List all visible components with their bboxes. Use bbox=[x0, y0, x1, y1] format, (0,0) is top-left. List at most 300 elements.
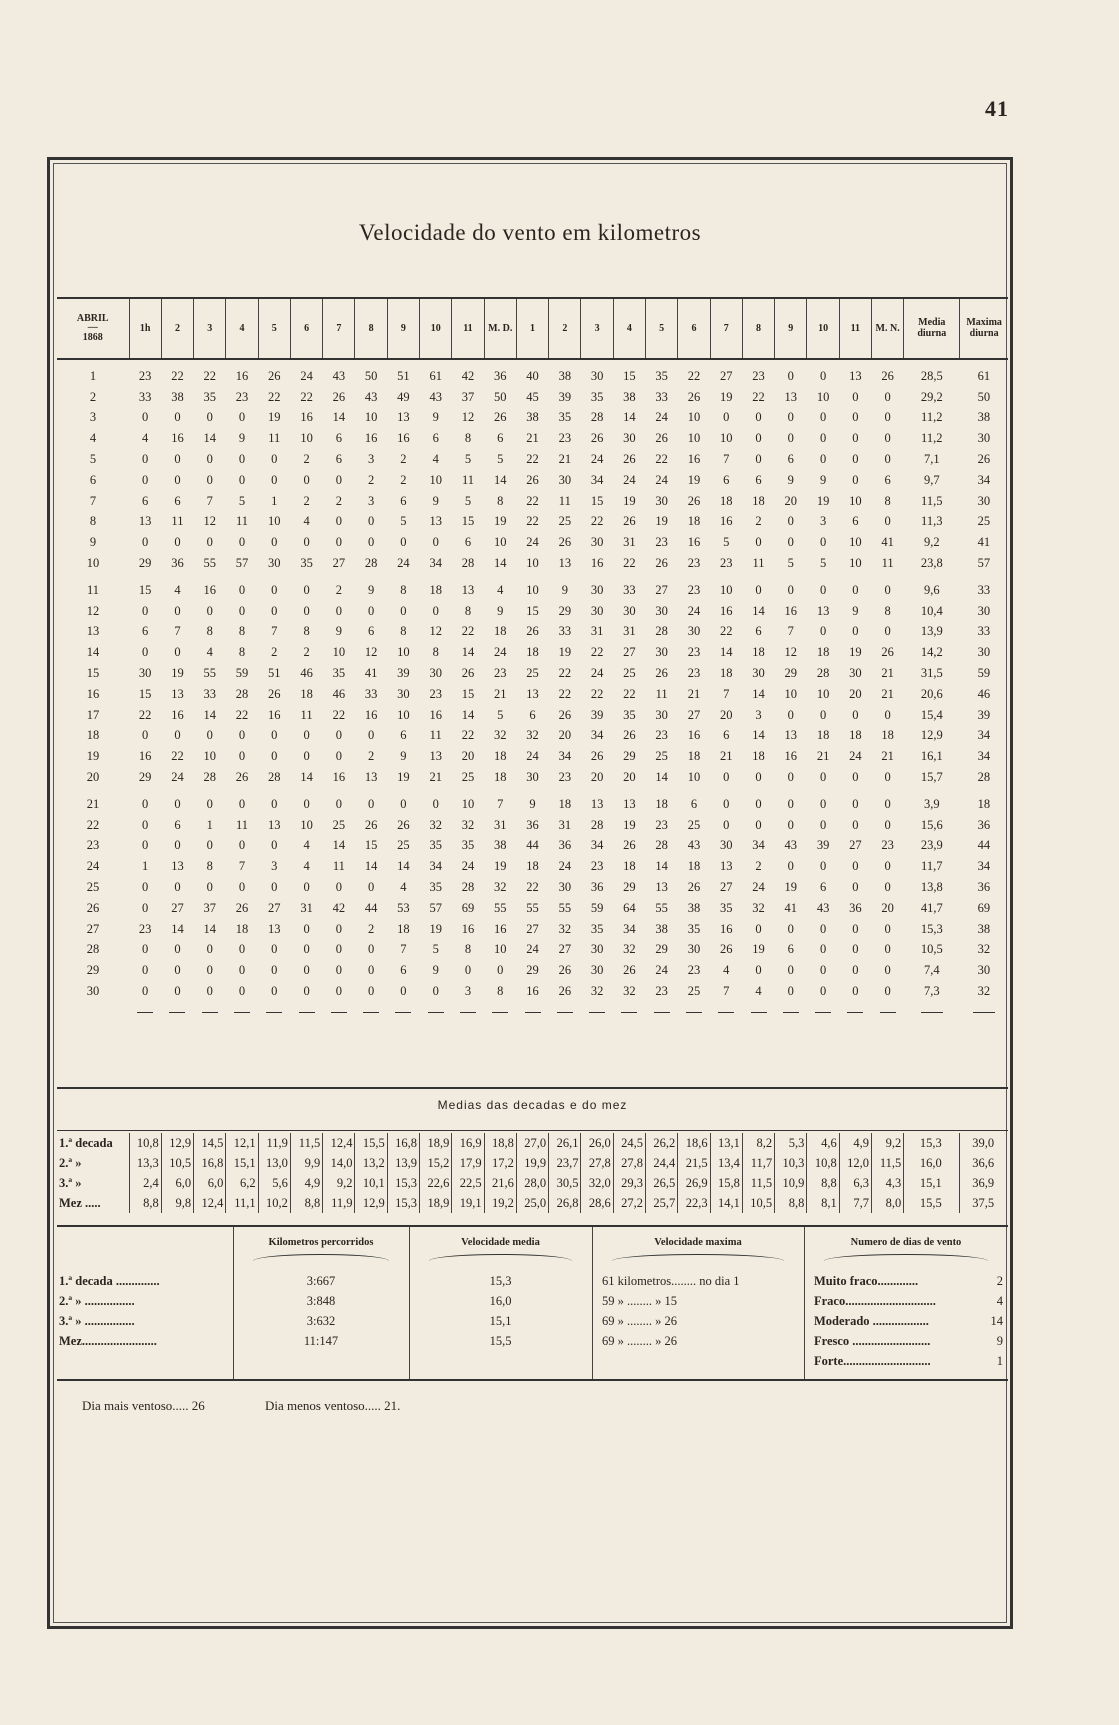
value-cell: 0 bbox=[787, 410, 794, 425]
hour-header: M. N. bbox=[871, 298, 903, 359]
value-cell: 0 bbox=[271, 942, 278, 957]
value-cell: 0 bbox=[206, 796, 213, 811]
dash-separator bbox=[137, 1012, 153, 1013]
value-cell: 9 bbox=[238, 431, 246, 446]
value-cell: 14 bbox=[332, 838, 346, 853]
value-cell: 9 bbox=[432, 963, 439, 978]
value-cell: 29 bbox=[558, 603, 572, 618]
summary-km: 3:667 bbox=[306, 1274, 336, 1288]
value-cell: 11 bbox=[235, 817, 249, 832]
average-cell: 17,2 bbox=[484, 1153, 516, 1173]
value-cell: 34 bbox=[590, 472, 604, 487]
value-cell: 0 bbox=[787, 859, 794, 874]
value-cell: 33 bbox=[203, 686, 216, 701]
day-cell: 14 bbox=[86, 645, 100, 660]
hour-header: M. D. bbox=[484, 298, 516, 359]
average-cell: 8,8 bbox=[290, 1193, 322, 1213]
day-cell: 24 bbox=[86, 859, 100, 874]
value-cell: 33 bbox=[364, 686, 378, 701]
average-cell: 15,1 bbox=[904, 1173, 960, 1193]
value-cell: 9,7 bbox=[923, 472, 940, 487]
value-cell: 41 bbox=[364, 666, 378, 681]
value-cell: 19 bbox=[849, 645, 862, 660]
value-cell: 33 bbox=[977, 624, 991, 639]
value-cell: 23 bbox=[138, 921, 152, 936]
value-cell: 26 bbox=[558, 984, 572, 998]
value-cell: 28 bbox=[590, 410, 604, 425]
value-cell: 14 bbox=[752, 686, 765, 701]
value-cell: 30 bbox=[719, 838, 733, 853]
value-cell: 28,5 bbox=[920, 368, 943, 383]
value-cell: 0 bbox=[335, 603, 342, 618]
average-cell: 6,3 bbox=[839, 1173, 871, 1193]
value-cell: 8 bbox=[884, 493, 891, 508]
value-cell: 7,1 bbox=[923, 452, 940, 467]
value-cell: 4 bbox=[432, 452, 439, 467]
value-cell: 26 bbox=[461, 666, 475, 681]
summary-head-days: Numero de dias de vento bbox=[850, 1237, 962, 1248]
value-cell: 0 bbox=[852, 624, 859, 639]
value-cell: 0 bbox=[819, 452, 827, 467]
value-cell: 24 bbox=[171, 770, 184, 785]
value-cell: 33 bbox=[558, 624, 572, 639]
hour-header: 6 bbox=[678, 298, 710, 359]
value-cell: 13 bbox=[849, 368, 862, 383]
value-cell: 7 bbox=[238, 859, 246, 874]
value-cell: 0 bbox=[819, 942, 827, 957]
value-cell: 3 bbox=[271, 859, 278, 874]
value-cell: 0 bbox=[271, 749, 278, 764]
value-cell: 27 bbox=[849, 838, 862, 853]
value-cell: 0 bbox=[142, 817, 149, 832]
value-cell: 6 bbox=[142, 624, 149, 639]
value-cell: 39 bbox=[977, 707, 991, 722]
value-cell: 22 bbox=[268, 389, 281, 404]
value-cell: 0 bbox=[884, 410, 891, 425]
value-cell: 22 bbox=[526, 880, 539, 895]
value-cell: 16 bbox=[203, 582, 216, 597]
value-cell: 8 bbox=[400, 624, 407, 639]
value-cell: 7 bbox=[206, 493, 213, 508]
average-cell: 6,0 bbox=[161, 1173, 193, 1193]
value-cell: 16 bbox=[171, 707, 184, 722]
value-cell: 0 bbox=[335, 942, 342, 957]
average-cell: 8,8 bbox=[807, 1173, 839, 1193]
dash-separator bbox=[921, 1012, 943, 1013]
value-cell: 0 bbox=[884, 624, 891, 639]
value-cell: 38 bbox=[171, 389, 184, 404]
value-cell: 23 bbox=[429, 686, 442, 701]
value-cell: 11 bbox=[171, 514, 184, 529]
summary-label: 2.ª » ................ bbox=[59, 1294, 135, 1308]
average-cell: 23,7 bbox=[549, 1153, 581, 1173]
page-number: 41 bbox=[985, 96, 1009, 121]
hour-header: 4 bbox=[226, 298, 258, 359]
table-row bbox=[57, 532, 1008, 553]
value-cell: 2 bbox=[368, 921, 375, 936]
value-cell: 19 bbox=[687, 472, 701, 487]
hour-header: 1 bbox=[516, 298, 548, 359]
value-cell: 19 bbox=[752, 942, 765, 957]
value-cell: 10 bbox=[849, 556, 862, 571]
value-cell: 23 bbox=[881, 838, 894, 853]
summary-max: 61 kilometros........ no dia 1 bbox=[602, 1274, 740, 1288]
value-cell: 18 bbox=[494, 770, 507, 785]
value-cell: 0 bbox=[303, 984, 310, 998]
day-cell: 15 bbox=[86, 666, 100, 681]
value-cell: 15 bbox=[364, 838, 378, 853]
value-cell: 26 bbox=[332, 389, 346, 404]
value-cell: 0 bbox=[852, 582, 859, 597]
value-cell: 26 bbox=[558, 707, 572, 722]
value-cell: 0 bbox=[755, 410, 762, 425]
value-cell: 30 bbox=[623, 603, 636, 618]
average-cell: 15,3 bbox=[387, 1193, 419, 1213]
value-cell: 0 bbox=[819, 770, 827, 785]
value-cell: 16 bbox=[526, 984, 539, 998]
summary-velocity: 16,0 bbox=[489, 1294, 512, 1308]
value-cell: 26 bbox=[268, 368, 281, 383]
value-cell: 35 bbox=[300, 556, 313, 571]
value-cell: 11 bbox=[881, 556, 894, 571]
value-cell: 6 bbox=[690, 796, 698, 811]
table-row bbox=[57, 684, 1008, 705]
value-cell: 14 bbox=[461, 707, 475, 722]
value-cell: 26 bbox=[687, 493, 701, 508]
value-cell: 26 bbox=[623, 963, 636, 978]
value-cell: 11,2 bbox=[921, 431, 943, 446]
day-cell: 20 bbox=[86, 770, 100, 785]
value-cell: 10 bbox=[300, 431, 313, 446]
value-cell: 22 bbox=[526, 452, 539, 467]
value-cell: 29 bbox=[623, 880, 636, 895]
day-cell: 18 bbox=[86, 728, 100, 743]
value-cell: 23 bbox=[655, 984, 668, 998]
value-cell: 0 bbox=[142, 728, 149, 743]
value-cell: 0 bbox=[335, 728, 342, 743]
value-cell: 24 bbox=[849, 749, 862, 764]
average-cell: 15,5 bbox=[904, 1193, 960, 1213]
value-cell: 37 bbox=[203, 900, 216, 915]
average-label: 1.ª decada bbox=[59, 1135, 113, 1150]
value-cell: 21 bbox=[816, 749, 830, 764]
value-cell: 6 bbox=[400, 963, 407, 978]
value-cell: 30 bbox=[977, 431, 991, 446]
value-cell: 0 bbox=[174, 603, 181, 618]
average-cell: 13,3 bbox=[129, 1153, 161, 1173]
value-cell: 18 bbox=[494, 624, 507, 639]
value-cell: 6 bbox=[400, 493, 407, 508]
dash-separator bbox=[363, 1012, 379, 1013]
value-cell: 39 bbox=[816, 838, 830, 853]
hour-header: 9 bbox=[387, 298, 419, 359]
value-cell: 18 bbox=[526, 645, 539, 660]
value-cell: 23,9 bbox=[920, 838, 943, 853]
value-cell: 21 bbox=[881, 749, 894, 764]
value-cell: 0 bbox=[852, 770, 859, 785]
value-cell: 0 bbox=[206, 963, 213, 978]
value-cell: 3 bbox=[368, 452, 375, 467]
average-cell: 6,2 bbox=[226, 1173, 258, 1193]
value-cell: 6 bbox=[174, 493, 181, 508]
value-cell: 0 bbox=[206, 880, 213, 895]
value-cell: 0 bbox=[238, 942, 246, 957]
value-cell: 0 bbox=[884, 431, 891, 446]
value-cell: 26 bbox=[558, 963, 572, 978]
average-cell: 39,0 bbox=[960, 1133, 1008, 1153]
table-row bbox=[57, 580, 1008, 601]
value-cell: 6 bbox=[432, 431, 439, 446]
average-cell: 13,2 bbox=[355, 1153, 387, 1173]
value-cell: 14 bbox=[719, 645, 733, 660]
value-cell: 35 bbox=[623, 707, 636, 722]
value-cell: 18 bbox=[300, 686, 313, 701]
value-cell: 8 bbox=[464, 942, 472, 957]
value-cell: 13 bbox=[364, 770, 378, 785]
value-cell: 30 bbox=[590, 963, 604, 978]
average-cell: 26,9 bbox=[678, 1173, 710, 1193]
value-cell: 14 bbox=[364, 859, 378, 874]
value-cell: 16 bbox=[719, 514, 733, 529]
value-cell: 0 bbox=[368, 963, 375, 978]
average-cell: 26,2 bbox=[646, 1133, 678, 1153]
value-cell: 22 bbox=[526, 514, 539, 529]
value-cell: 19 bbox=[558, 645, 572, 660]
value-cell: 32 bbox=[558, 921, 572, 936]
average-cell: 25,0 bbox=[516, 1193, 548, 1213]
value-cell: 26 bbox=[977, 452, 991, 467]
value-cell: 41 bbox=[784, 900, 798, 915]
table-row bbox=[57, 705, 1008, 726]
value-cell: 14 bbox=[332, 410, 346, 425]
value-cell: 16 bbox=[300, 410, 313, 425]
day-cell: 13 bbox=[86, 624, 100, 639]
value-cell: 25 bbox=[687, 817, 701, 832]
average-cell: 4,6 bbox=[807, 1133, 839, 1153]
value-cell: 24 bbox=[397, 556, 410, 571]
dash-separator bbox=[751, 1012, 767, 1013]
value-cell: 0 bbox=[335, 749, 342, 764]
dash-separator bbox=[169, 1012, 185, 1013]
summary-velocity: 15,3 bbox=[489, 1274, 512, 1288]
value-cell: 16 bbox=[138, 749, 152, 764]
value-cell: 16 bbox=[590, 556, 604, 571]
value-cell: 14 bbox=[203, 921, 216, 936]
value-cell: 2 bbox=[335, 493, 342, 508]
value-cell: 18 bbox=[526, 859, 539, 874]
value-cell: 23 bbox=[687, 645, 701, 660]
value-cell: 26 bbox=[655, 431, 668, 446]
value-cell: 21 bbox=[558, 452, 572, 467]
value-cell: 10,4 bbox=[920, 603, 943, 618]
value-cell: 6 bbox=[174, 817, 181, 832]
value-cell: 0 bbox=[271, 603, 278, 618]
value-cell: 9 bbox=[497, 603, 504, 618]
value-cell: 50 bbox=[977, 389, 991, 404]
value-cell: 19 bbox=[268, 410, 281, 425]
value-cell: 28 bbox=[816, 666, 830, 681]
value-cell: 0 bbox=[238, 749, 246, 764]
value-cell: 0 bbox=[400, 984, 407, 998]
value-cell: 0 bbox=[206, 603, 213, 618]
value-cell: 30 bbox=[590, 535, 604, 550]
value-cell: 27 bbox=[526, 921, 539, 936]
value-cell: 22 bbox=[235, 707, 249, 722]
average-cell: 10,1 bbox=[355, 1173, 387, 1193]
value-cell: 30 bbox=[558, 880, 572, 895]
value-cell: 27 bbox=[558, 942, 572, 957]
value-cell: 16 bbox=[687, 728, 701, 743]
value-cell: 23 bbox=[687, 556, 701, 571]
value-cell: 21 bbox=[429, 770, 442, 785]
value-cell: 0 bbox=[884, 942, 891, 957]
value-cell: 22 bbox=[655, 452, 668, 467]
value-cell: 0 bbox=[368, 942, 375, 957]
day-cell: 22 bbox=[86, 817, 100, 832]
value-cell: 0 bbox=[852, 796, 859, 811]
day-cell: 2 bbox=[89, 389, 97, 404]
value-cell: 0 bbox=[303, 728, 310, 743]
value-cell: 0 bbox=[852, 942, 859, 957]
value-cell: 14 bbox=[461, 645, 475, 660]
average-cell: 14,1 bbox=[710, 1193, 742, 1213]
value-cell: 35 bbox=[461, 838, 475, 853]
value-cell: 24 bbox=[300, 368, 313, 383]
value-cell: 21 bbox=[494, 686, 507, 701]
value-cell: 0 bbox=[819, 707, 827, 722]
average-cell: 27,8 bbox=[613, 1153, 645, 1173]
value-cell: 20 bbox=[461, 749, 475, 764]
value-cell: 11,7 bbox=[921, 859, 943, 874]
value-cell: 44 bbox=[977, 838, 991, 853]
value-cell: 30 bbox=[268, 556, 281, 571]
value-cell: 25 bbox=[397, 838, 410, 853]
average-cell: 29,3 bbox=[613, 1173, 645, 1193]
hour-header: 4 bbox=[613, 298, 645, 359]
value-cell: 0 bbox=[238, 838, 246, 853]
value-cell: 0 bbox=[206, 984, 213, 998]
value-cell: 34 bbox=[977, 859, 991, 874]
average-cell: 26,1 bbox=[549, 1133, 581, 1153]
day-cell: 25 bbox=[86, 880, 100, 895]
average-cell: 11,7 bbox=[742, 1153, 774, 1173]
value-cell: 6 bbox=[529, 707, 536, 722]
value-cell: 16 bbox=[397, 431, 410, 446]
value-cell: 13 bbox=[268, 817, 281, 832]
day-cell: 27 bbox=[86, 921, 100, 936]
value-cell: 10 bbox=[526, 556, 539, 571]
day-cell: 10 bbox=[86, 556, 100, 571]
value-cell: 0 bbox=[884, 582, 891, 597]
value-cell: 0 bbox=[271, 452, 278, 467]
value-cell: 19 bbox=[623, 493, 636, 508]
value-cell: 9 bbox=[368, 582, 375, 597]
value-cell: 19 bbox=[655, 514, 668, 529]
summary-block bbox=[57, 1225, 1008, 1381]
value-cell: 28 bbox=[268, 770, 281, 785]
value-cell: 26 bbox=[590, 749, 604, 764]
average-cell: 11,1 bbox=[226, 1193, 258, 1213]
average-cell: 22,3 bbox=[678, 1193, 710, 1213]
value-cell: 31 bbox=[623, 535, 636, 550]
value-cell: 27 bbox=[623, 645, 636, 660]
value-cell: 0 bbox=[884, 770, 891, 785]
value-cell: 10 bbox=[849, 493, 862, 508]
value-cell: 45 bbox=[526, 389, 539, 404]
value-cell: 8 bbox=[303, 624, 310, 639]
hour-header: 11 bbox=[452, 298, 484, 359]
value-cell: 0 bbox=[852, 984, 859, 998]
value-cell: 26 bbox=[235, 900, 249, 915]
value-cell: 27 bbox=[719, 368, 733, 383]
value-cell: 0 bbox=[819, 859, 827, 874]
value-cell: 36 bbox=[590, 880, 604, 895]
value-cell: 38 bbox=[687, 900, 701, 915]
table-row bbox=[57, 836, 1008, 857]
value-cell: 0 bbox=[432, 796, 439, 811]
value-cell: 2 bbox=[400, 452, 407, 467]
value-cell: 15 bbox=[461, 686, 475, 701]
value-cell: 4 bbox=[303, 859, 310, 874]
value-cell: 16 bbox=[784, 749, 798, 764]
value-cell: 18 bbox=[687, 859, 701, 874]
summary-velocity: 15,1 bbox=[489, 1314, 512, 1328]
summary-max: 59 » ........ » 15 bbox=[602, 1294, 677, 1308]
table-row bbox=[57, 491, 1008, 512]
value-cell: 0 bbox=[142, 984, 149, 998]
value-cell: 4 bbox=[497, 582, 504, 597]
day-cell: 30 bbox=[86, 984, 100, 998]
average-cell: 8,8 bbox=[775, 1193, 807, 1213]
hour-header: 7 bbox=[710, 298, 742, 359]
value-cell: 0 bbox=[432, 984, 439, 998]
table-row bbox=[57, 663, 1008, 684]
value-cell: 26 bbox=[881, 645, 894, 660]
average-cell: 12,4 bbox=[323, 1133, 355, 1153]
value-cell: 23 bbox=[687, 666, 701, 681]
value-cell: 25 bbox=[526, 666, 539, 681]
average-cell: 15,3 bbox=[387, 1173, 419, 1193]
hour-header: 3 bbox=[194, 298, 226, 359]
value-cell: 36 bbox=[171, 556, 184, 571]
average-cell: 4,9 bbox=[290, 1173, 322, 1193]
value-cell: 2 bbox=[335, 582, 342, 597]
day-cell: 8 bbox=[89, 514, 97, 529]
value-cell: 6 bbox=[787, 452, 794, 467]
value-cell: 42 bbox=[461, 368, 475, 383]
value-cell: 22 bbox=[590, 514, 604, 529]
value-cell: 6 bbox=[400, 728, 407, 743]
value-cell: 53 bbox=[397, 900, 410, 915]
value-cell: 14 bbox=[494, 556, 507, 571]
value-cell: 30 bbox=[977, 963, 991, 978]
value-cell: 0 bbox=[174, 984, 181, 998]
table-row bbox=[57, 449, 1008, 470]
value-cell: 0 bbox=[142, 452, 149, 467]
value-cell: 30 bbox=[977, 603, 991, 618]
value-cell: 35 bbox=[558, 410, 572, 425]
average-cell: 12,1 bbox=[226, 1133, 258, 1153]
value-cell: 4 bbox=[142, 431, 149, 446]
value-cell: 28 bbox=[590, 817, 604, 832]
value-cell: 16 bbox=[429, 707, 442, 722]
average-cell: 15,1 bbox=[226, 1153, 258, 1173]
header-dash: — bbox=[87, 322, 98, 333]
day-cell: 12 bbox=[86, 603, 100, 618]
dash-separator bbox=[299, 1012, 315, 1013]
value-cell: 2 bbox=[271, 645, 278, 660]
average-row bbox=[57, 1173, 1008, 1193]
